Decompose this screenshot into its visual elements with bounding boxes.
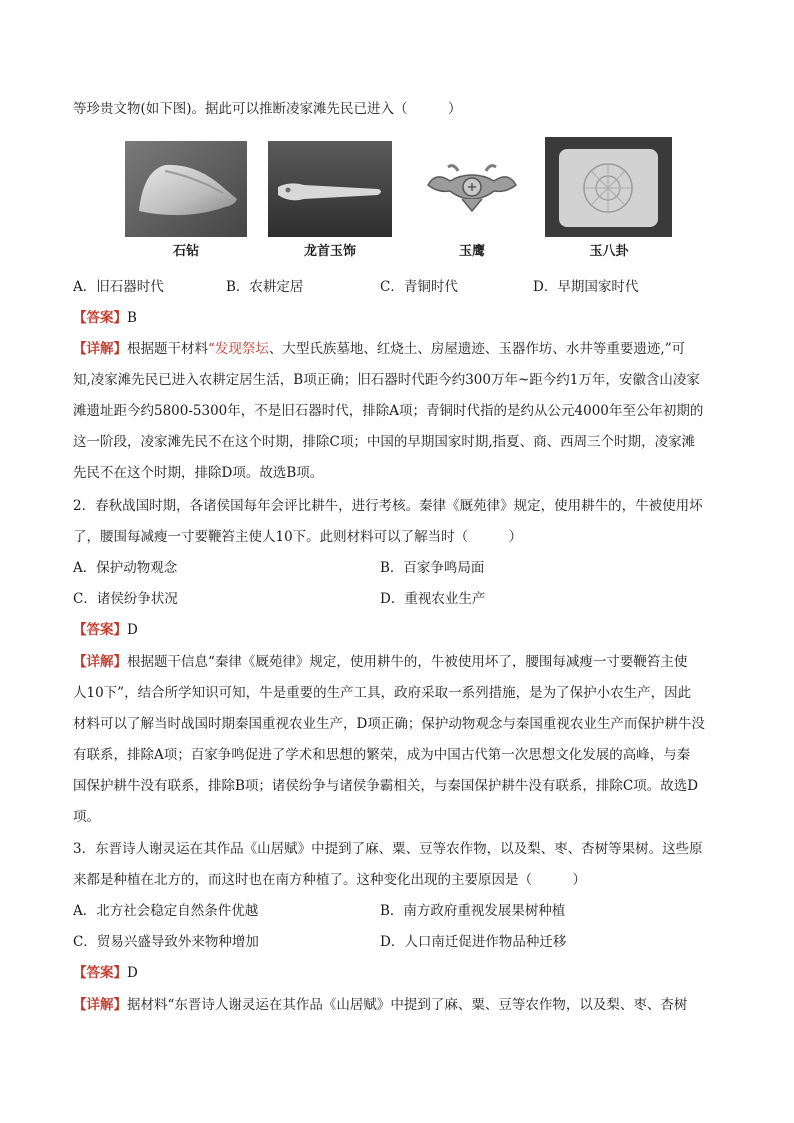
q2-detail-line-2: 人10下”，结合所学知识可知，牛是重要的生产工具，政府采取一系列措施，是为了保护小农生产，因此 — [73, 685, 692, 701]
caption-stone-drill: 石钻 — [172, 244, 199, 259]
dragon-jade-image — [268, 141, 392, 237]
q2-option-a: A．保护动物观念 — [73, 560, 178, 576]
q1-option-d: D．早期国家时代 — [533, 279, 639, 295]
q3-option-a: A．北方社会稳定自然条件优越 — [73, 903, 259, 919]
q1-detail-line-1: 【详解】根据题干材料“发现祭坛、大型氏族墓地、红烧土、房屋遗迹、玉器作坊、水井等重要遗迹,”可 — [73, 341, 686, 357]
q2-option-c: C．诸侯纷争状况 — [73, 591, 178, 607]
q1-detail-line-3: 滩遗址距今约5800-5300年，不是旧石器时代，排除A项；青铜时代指的是约从公元4000年至公年初期的 — [73, 403, 704, 419]
answer-value: B — [127, 310, 137, 326]
q2-detail-line-1: 【详解】根据题干信息“秦律《厩苑律》规定，使用耕牛的，牛被使用坏了，腰围每减瘦一寸要鞭笞主使 — [73, 654, 688, 670]
answer-tag: 【答案】 — [73, 965, 127, 981]
q3-option-d: D．人口南迁促进作物品种迁移 — [380, 934, 567, 950]
q1-answer — [73, 303, 723, 334]
caption-dragon-jade: 龙首玉饰 — [303, 244, 356, 259]
jade-bagua-image — [545, 137, 672, 237]
q2-answer — [73, 615, 723, 646]
q3-answer — [73, 958, 723, 989]
intro-line: 等珍贵文物(如下图)。据此可以推断凌家滩先民已进入（ ） — [73, 101, 462, 117]
detail-tag: 【详解】 — [73, 654, 127, 670]
q3-option-c: C．贸易兴盛导致外来物种增加 — [73, 934, 259, 950]
q2-detail-line-5: 国保护耕牛没有联系，排除B项；诸侯纷争与诸侯争霸相关，与秦国保护耕牛没有联系，排除C项。故选D — [73, 778, 699, 794]
q3-stem-line-1: 3．东晋诗人谢灵运在其作品《山居赋》中提到了麻、粟、豆等农作物，以及梨、枣、杏树等果树。这些原 — [73, 841, 703, 857]
quoted-text: “发现祭坛 — [208, 341, 269, 357]
answer-value: D — [127, 622, 138, 638]
answer-tag: 【答案】 — [73, 622, 127, 638]
caption-jade-bagua: 玉八卦 — [589, 244, 629, 259]
q2-detail-line-6: 项。 — [73, 809, 100, 825]
jade-eagle-image — [422, 141, 522, 237]
answer-tag: 【答案】 — [73, 310, 127, 326]
q1-option-b: B．农耕定居 — [226, 279, 304, 295]
q2-stem-line-2: 了，腰围每减瘦一寸要鞭笞主使人10下。此则材料可以了解当时（ ） — [73, 529, 523, 545]
q1-detail-line-2: 知,凌家滩先民已进入农耕定居生活，B项正确；旧石器时代距今约300万年~距今约1万年，安徽含山凌家 — [73, 372, 700, 388]
detail-tag: 【详解】 — [73, 997, 127, 1013]
q3-stem-line-2: 来都是种植在北方的，而这时也在南方种植了。这种变化出现的主要原因是（ ） — [73, 872, 586, 888]
q1-detail-line-5: 先民不在这个时期，排除D项。故选B项。 — [73, 465, 324, 481]
q1-detail-line-4: 这一阶段，凌家滩先民不在这个时期，排除C项；中国的早期国家时期,指夏、商、西周三个时期，凌家滩 — [73, 434, 696, 450]
detail-tag: 【详解】 — [73, 341, 127, 357]
q2-detail-line-4: 有联系，排除A项；百家争鸣促进了学术和思想的繁荣，成为中国古代第一次思想文化发展的高峰，与秦 — [73, 747, 691, 763]
caption-jade-eagle: 玉鹰 — [458, 244, 485, 259]
answer-value: D — [127, 965, 138, 981]
q1-option-c: C．青铜时代 — [380, 279, 458, 295]
q2-option-d: D．重视农业生产 — [380, 591, 486, 607]
q2-option-b: B．百家争鸣局面 — [380, 560, 485, 576]
q3-option-b: B．南方政府重视发展果树种植 — [380, 903, 566, 919]
q2-detail-line-3: 材料可以了解当时战国时期秦国重视农业生产，D项正确；保护动物观念与秦国重视农业生产而保护耕牛没 — [73, 716, 705, 732]
stone-drill-image — [125, 141, 247, 237]
q2-stem-line-1: 2．春秋战国时期，各诸侯国每年会评比耕牛，进行考核。秦律《厩苑律》规定，使用耕牛的，牛被使用坏 — [73, 498, 703, 514]
q3-detail-line-1: 【详解】据材料“东晋诗人谢灵运在其作品《山居赋》中提到了麻、粟、豆等农作物，以及梨、枣、杏树 — [73, 997, 688, 1013]
q1-option-a: A．旧石器时代 — [73, 279, 164, 295]
